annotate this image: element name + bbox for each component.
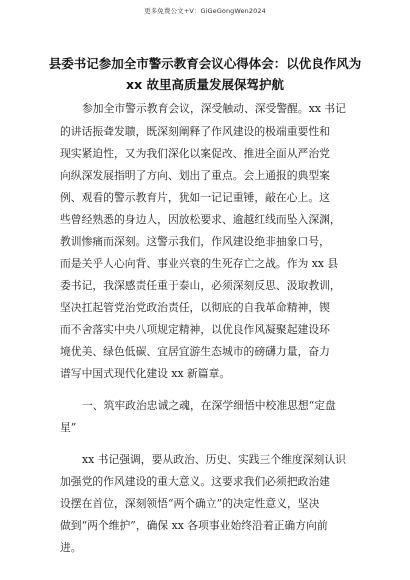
body-line: 坚决扛起管党治党政治责任，以彻底的自我革命精神，锲 (60, 301, 330, 314)
body-line: 谱写中国式现代化建设 xx 新篇章。 (60, 367, 231, 380)
body-line: xx 书记强调，要从政治、历史、实践三个维度深刻认识 (82, 453, 346, 466)
document-title-line-1: 县委书记参加全市警示教育会议心得体会：以优良作风为 (48, 56, 362, 71)
section-heading-line: 星” (60, 421, 77, 434)
body-line: 境优美、绿色低碳、宜居宜游生态城市的磅礴力量，奋力 (60, 345, 330, 358)
body-line: 参加全市警示教育会议，深受触动、深受警醒。xx 书记 (82, 102, 346, 115)
header-note: 更多免费公文+V：GiGeGongWen2024 (144, 7, 266, 15)
body-line: 些曾经熟悉的身边人，因放松要求、逾越红线而坠入深渊， (60, 213, 341, 226)
body-line: 进。 (60, 541, 82, 554)
body-line: 而不舍落实中央八项规定精神，以优良作风凝聚起建设环 (60, 323, 330, 336)
body-line: 设摆在首位，深刻领悟“两个确立”的决定性意义，坚决 (60, 497, 320, 510)
body-line: 而是关乎人心向背、事业兴衰的生死存亡之战。作为 xx 县 (60, 257, 339, 270)
body-line: 向纵深发展指明了方向、划出了重点。会上通报的典型案 (60, 169, 330, 182)
body-line: 现实紧迫性，又为我们深化以案促改、推进全面从严治党 (60, 147, 330, 160)
document-title-line-2: xx 故里高质量发展保驾护航 (126, 77, 284, 92)
body-line: 教训惨痛而深刻。这警示我们，作风建设绝非抽象口号， (60, 235, 330, 248)
section-heading-line: 一、筑牢政治忠诚之魂，在深学细悟中校准思想“定盘 (82, 399, 336, 412)
body-line: 加强党的作风建设的重大意义。这要求我们必须把政治建 (60, 475, 330, 488)
body-line: 做到“两个维护”，确保 xx 各项事业始终沿着正确方向前 (60, 519, 328, 532)
body-line: 委书记，我深感责任重于泰山，必须深刻反思、汲取教训， (60, 279, 341, 292)
body-line: 的讲话振聋发聩，既深刻阐释了作风建设的极端重要性和 (60, 125, 330, 138)
body-line: 例、观看的警示教育片，犹如一记记重锤，敲在心上。这 (60, 191, 330, 204)
